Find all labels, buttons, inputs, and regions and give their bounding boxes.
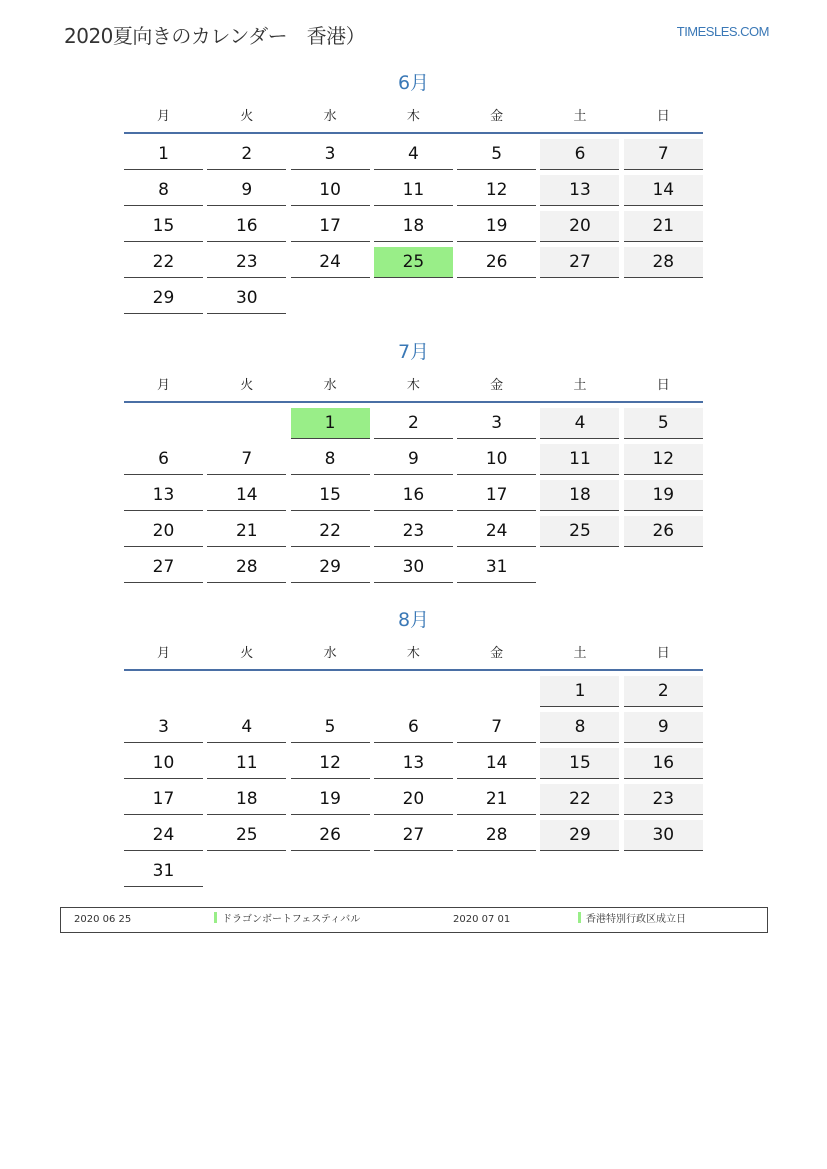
weekday-label: 土 bbox=[573, 645, 587, 661]
weekday-label: 月 bbox=[156, 108, 170, 124]
weekday-label: 金 bbox=[490, 645, 504, 661]
weekday-label: 月 bbox=[156, 377, 170, 393]
day-cell[interactable]: 23 bbox=[624, 784, 703, 815]
legend-name: 香港特別行政区成立日 bbox=[586, 914, 686, 925]
day-cell[interactable]: 22 bbox=[540, 784, 619, 815]
day-cell[interactable]: 13 bbox=[540, 175, 619, 206]
legend-date: 2020 06 25 bbox=[74, 914, 132, 925]
day-cell[interactable]: 18 bbox=[540, 480, 619, 511]
day-cell[interactable]: 4 bbox=[207, 712, 286, 743]
site-logo[interactable]: TIMESLES.COM bbox=[676, 24, 769, 39]
weekday-label: 金 bbox=[490, 377, 504, 393]
day-grid bbox=[124, 408, 703, 583]
day-cell[interactable]: 6 bbox=[124, 444, 203, 475]
day-cell[interactable]: 29 bbox=[291, 552, 370, 583]
empty-cell bbox=[124, 676, 203, 706]
day-cell[interactable]: 16 bbox=[207, 211, 286, 242]
empty-cell bbox=[457, 676, 536, 706]
holiday-day-cell[interactable]: 1 bbox=[291, 408, 370, 439]
month-july bbox=[124, 339, 703, 583]
weekday-label: 水 bbox=[323, 108, 337, 124]
day-cell[interactable]: 30 bbox=[624, 820, 703, 851]
day-cell[interactable]: 11 bbox=[374, 175, 453, 206]
month-title: 8月 bbox=[397, 609, 430, 631]
day-cell[interactable]: 9 bbox=[624, 712, 703, 743]
weekday-label: 水 bbox=[323, 377, 337, 393]
day-cell[interactable]: 12 bbox=[624, 444, 703, 475]
day-cell[interactable]: 30 bbox=[207, 283, 286, 314]
day-cell[interactable]: 24 bbox=[291, 247, 370, 278]
day-cell[interactable]: 20 bbox=[374, 784, 453, 815]
holiday-legend bbox=[60, 907, 768, 933]
day-cell[interactable]: 9 bbox=[207, 175, 286, 206]
day-cell[interactable]: 10 bbox=[291, 175, 370, 206]
day-cell[interactable]: 17 bbox=[124, 784, 203, 815]
day-cell[interactable]: 13 bbox=[374, 748, 453, 779]
weekday-label: 金 bbox=[490, 108, 504, 124]
day-cell[interactable]: 28 bbox=[207, 552, 286, 583]
day-cell[interactable]: 19 bbox=[624, 480, 703, 511]
day-cell[interactable]: 31 bbox=[124, 856, 203, 887]
day-cell[interactable]: 15 bbox=[124, 211, 203, 242]
day-cell[interactable]: 9 bbox=[374, 444, 453, 475]
day-cell[interactable]: 18 bbox=[207, 784, 286, 815]
day-cell[interactable]: 14 bbox=[457, 748, 536, 779]
empty-cell bbox=[374, 676, 453, 706]
day-cell[interactable]: 22 bbox=[124, 247, 203, 278]
day-cell[interactable]: 1 bbox=[124, 139, 203, 170]
day-cell[interactable]: 1 bbox=[540, 676, 619, 707]
weekday-label: 火 bbox=[240, 645, 254, 661]
page-title: 2020夏向きのカレンダー 香港） bbox=[64, 24, 366, 48]
day-cell[interactable]: 10 bbox=[124, 748, 203, 779]
weekday-label: 日 bbox=[656, 645, 670, 661]
day-cell[interactable]: 3 bbox=[124, 712, 203, 743]
weekday-label: 土 bbox=[573, 108, 587, 124]
day-cell[interactable]: 12 bbox=[291, 748, 370, 779]
day-cell[interactable]: 7 bbox=[624, 139, 703, 170]
day-cell[interactable]: 10 bbox=[457, 444, 536, 475]
empty-cell bbox=[207, 408, 286, 438]
day-cell[interactable]: 21 bbox=[457, 784, 536, 815]
month-title: 6月 bbox=[397, 72, 430, 94]
day-cell[interactable]: 19 bbox=[457, 211, 536, 242]
day-cell[interactable]: 27 bbox=[124, 552, 203, 583]
day-cell[interactable]: 22 bbox=[291, 516, 370, 547]
day-cell[interactable]: 28 bbox=[624, 247, 703, 278]
day-cell[interactable]: 12 bbox=[457, 175, 536, 206]
day-cell[interactable]: 11 bbox=[540, 444, 619, 475]
day-cell[interactable]: 26 bbox=[457, 247, 536, 278]
weekday-label: 水 bbox=[323, 645, 337, 661]
weekday-label: 木 bbox=[406, 645, 420, 661]
day-cell[interactable]: 14 bbox=[207, 480, 286, 511]
weekday-label: 土 bbox=[573, 377, 587, 393]
legend-date: 2020 07 01 bbox=[453, 914, 511, 925]
holiday-marker-icon bbox=[214, 912, 217, 923]
day-cell[interactable]: 20 bbox=[540, 211, 619, 242]
weekday-header bbox=[124, 365, 703, 403]
legend-item bbox=[214, 908, 360, 932]
day-cell[interactable]: 2 bbox=[207, 139, 286, 170]
day-cell[interactable]: 27 bbox=[374, 820, 453, 851]
day-cell[interactable]: 25 bbox=[207, 820, 286, 851]
day-cell[interactable]: 5 bbox=[457, 139, 536, 170]
day-cell[interactable]: 24 bbox=[124, 820, 203, 851]
day-cell[interactable]: 5 bbox=[291, 712, 370, 743]
weekday-label: 木 bbox=[406, 108, 420, 124]
day-cell[interactable]: 17 bbox=[291, 211, 370, 242]
day-cell[interactable]: 20 bbox=[124, 516, 203, 547]
day-cell[interactable]: 7 bbox=[457, 712, 536, 743]
legend-name: ドラゴンボートフェスティバル bbox=[222, 914, 361, 925]
weekday-label: 火 bbox=[240, 108, 254, 124]
day-cell[interactable]: 21 bbox=[207, 516, 286, 547]
day-cell[interactable]: 8 bbox=[291, 444, 370, 475]
day-cell[interactable]: 28 bbox=[457, 820, 536, 851]
weekday-label: 月 bbox=[156, 645, 170, 661]
day-cell[interactable]: 6 bbox=[540, 139, 619, 170]
day-cell[interactable]: 8 bbox=[124, 175, 203, 206]
day-grid bbox=[124, 139, 703, 314]
day-cell[interactable]: 3 bbox=[291, 139, 370, 170]
day-cell[interactable]: 15 bbox=[291, 480, 370, 511]
day-cell[interactable]: 4 bbox=[374, 139, 453, 170]
day-cell[interactable]: 17 bbox=[457, 480, 536, 511]
day-cell[interactable]: 26 bbox=[291, 820, 370, 851]
day-cell[interactable]: 8 bbox=[540, 712, 619, 743]
weekday-label: 木 bbox=[406, 377, 420, 393]
weekday-label: 日 bbox=[656, 377, 670, 393]
empty-cell bbox=[291, 676, 370, 706]
month-june bbox=[124, 70, 703, 314]
day-cell[interactable]: 14 bbox=[624, 175, 703, 206]
legend-item bbox=[578, 908, 686, 932]
weekday-label: 火 bbox=[240, 377, 254, 393]
day-cell[interactable]: 21 bbox=[624, 211, 703, 242]
day-cell[interactable]: 23 bbox=[374, 516, 453, 547]
day-cell[interactable]: 11 bbox=[207, 748, 286, 779]
day-cell[interactable]: 24 bbox=[457, 516, 536, 547]
day-cell[interactable]: 30 bbox=[374, 552, 453, 583]
day-cell[interactable]: 2 bbox=[374, 408, 453, 439]
day-cell[interactable]: 15 bbox=[540, 748, 619, 779]
holiday-day-cell[interactable]: 25 bbox=[374, 247, 453, 278]
day-cell[interactable]: 6 bbox=[374, 712, 453, 743]
day-cell[interactable]: 4 bbox=[540, 408, 619, 439]
day-cell[interactable]: 19 bbox=[291, 784, 370, 815]
day-cell[interactable]: 25 bbox=[540, 516, 619, 547]
empty-cell bbox=[207, 676, 286, 706]
empty-cell bbox=[124, 408, 203, 438]
holiday-marker-icon bbox=[578, 912, 581, 923]
day-cell[interactable]: 5 bbox=[624, 408, 703, 439]
weekday-header bbox=[124, 96, 703, 134]
weekday-label: 日 bbox=[656, 108, 670, 124]
weekday-header bbox=[124, 633, 703, 671]
day-cell[interactable]: 29 bbox=[124, 283, 203, 314]
day-cell[interactable]: 7 bbox=[207, 444, 286, 475]
month-august bbox=[124, 607, 703, 887]
day-cell[interactable]: 31 bbox=[457, 552, 536, 583]
day-cell[interactable]: 23 bbox=[207, 247, 286, 278]
day-cell[interactable]: 13 bbox=[124, 480, 203, 511]
day-cell[interactable]: 3 bbox=[457, 408, 536, 439]
month-title: 7月 bbox=[397, 341, 430, 363]
day-cell[interactable]: 26 bbox=[624, 516, 703, 547]
day-grid bbox=[124, 676, 703, 887]
day-cell[interactable]: 16 bbox=[624, 748, 703, 779]
day-cell[interactable]: 27 bbox=[540, 247, 619, 278]
day-cell[interactable]: 18 bbox=[374, 211, 453, 242]
day-cell[interactable]: 2 bbox=[624, 676, 703, 707]
day-cell[interactable]: 16 bbox=[374, 480, 453, 511]
day-cell[interactable]: 29 bbox=[540, 820, 619, 851]
